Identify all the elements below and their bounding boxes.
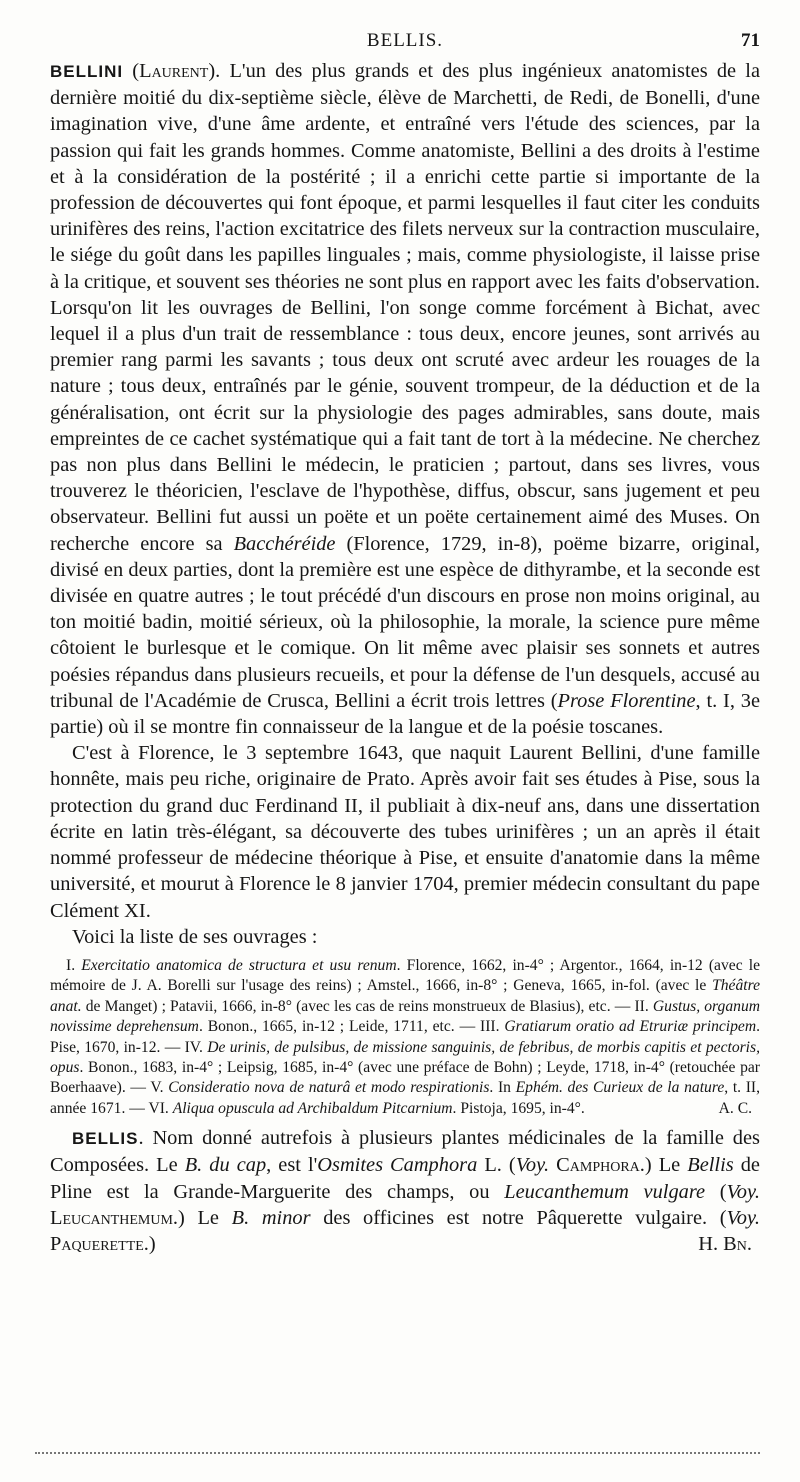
bibliography-run: . Pistoja, 1695, in-4°. [452, 1099, 585, 1117]
bibliography-run: . Florence, 1662, in-4° ; Argentor., 1664, in-12 (avec le mémoire de J. A. Borelli sur l'usage des reins) ; Amstel., 1666, in-8° ; Geneva, 1665, in-fol. (avec le [50, 956, 760, 995]
bibliography-run: I. [66, 956, 82, 974]
headword-bellis: BELLIS [72, 1129, 139, 1149]
entry-bellis [50, 1125, 760, 1257]
bellis-run: Voy. [515, 1154, 550, 1177]
bibliography-run: . In [489, 1079, 516, 1097]
bellis-run: B. du cap [184, 1154, 267, 1177]
bellini-text-c: , t. I, 3e partie) où il se montre fin connaisseur de la langue et de la poésie toscanes. [50, 689, 760, 739]
bellis-run: B. minor [231, 1206, 311, 1229]
bellis-run: des officines est notre Pâquerette vulgaire. ( [310, 1206, 727, 1229]
bellis-run: Voy. [726, 1206, 760, 1229]
bellis-run: de Pline est la Grande-Marguerite des champs, ou [50, 1154, 760, 1203]
bibliography-run: de Manget) ; Patavii, 1666, in-8° (avec les cas de reins monstrueux de Blasius), etc. — II. [81, 997, 653, 1015]
bibliography-run: Gustus, organum novissime deprehensum [50, 997, 760, 1036]
bellini-works-intro: Voici la liste de ses ouvrages : [72, 925, 318, 948]
signature: A. C. [718, 1099, 752, 1117]
bellis-text [50, 1127, 760, 1255]
bibliography-run: De urinis, de pulsibus, de missione sanguinis, de febribus, de morbis capitis et pectoris, opus [50, 1038, 760, 1076]
bellis-run: Paquerette [50, 1232, 144, 1255]
bibliography-run: Théâtre anat. [50, 977, 760, 1015]
bibliography-run: Consideratio nova de naturâ et modo respirationis [168, 1079, 490, 1097]
bibliography-run: Ephém. des Curieux de la nature [515, 1079, 725, 1097]
bellis-run: .) Le [172, 1206, 232, 1229]
bibliography-run: Aliqua opuscula ad Archibaldum Pitcarnium [172, 1099, 453, 1117]
work-title: Bacchéréide [233, 532, 336, 555]
headword-bellini: BELLINI [50, 62, 124, 81]
bibliography-text [50, 957, 760, 1117]
signature: H. Bn. [698, 1232, 752, 1255]
bibliography-run: Exercitatio anatomica de structura et usu renum [81, 956, 397, 974]
running-title: BELLIS. [366, 30, 444, 51]
bellis-paragraph [50, 1125, 760, 1257]
bellis-run: Osmites Camphora [317, 1154, 478, 1177]
bellis-run: .) [143, 1232, 156, 1255]
page-number: 71 [741, 30, 760, 51]
bellis-run: Bellis [687, 1154, 734, 1177]
bibliography-run: . Pise, 1670, in-12. — IV. [50, 1018, 761, 1056]
bellini-text-b: (Florence, 1729, in-8), poëme bizarre, original, divisé en deux parties, dont la première est une espèce de dithyrambe, et la seconde est divisée en quatre autres ; le tout précédé d'un discours en prose non moins original, au ton moitié badin, moitié sérieux, où la philosophie, la morale, la science pure même côtoient le burlesque et le comique. On lit même avec plaisir ses sonnets et autres poésies répandus dans plusieurs recueils, et pour la défense de l'un desquels, accusé au tribunal de l'Académie de Crusca, Bellini a écrit trois lettres ( [50, 532, 760, 712]
page-header [50, 30, 760, 58]
bellis-run: Leucanthemum vulgare [504, 1180, 706, 1203]
bibliography-run: . Bonon., 1683, in-4° ; Leipsig, 1685, in-4° (avec une préface de Bohn) ; Leyde, 1718, in-4° (retouchée par Boerhaave). — V. [50, 1058, 760, 1097]
bellis-run: , est l' [266, 1154, 318, 1177]
given-name: Laurent [139, 60, 209, 82]
bibliography-run: . Bonon., 1665, in-12 ; Leide, 1711, etc. — III. [198, 1018, 505, 1036]
bellini-paragraph-2: C'est à Florence, le 3 septembre 1643, que naquit Laurent Bellini, d'une famille honnête, mais peu riche, originaire de Prato. Après avoir fait ses études à Pise, sous la protection du grand duc Ferdinand II, il publiait à dix-neuf ans, dans une dissertation écrite en latin très-élégant, sa découverte des tubes urinifères ; un an après il était nommé professeur de médecine théorique à Pise, et ensuite d'anatomie dans la même université, et mourut à Florence le 8 janvier 1704, premier médecin consultant du pape Clément XI. [50, 742, 760, 922]
bellis-run: Camphora [556, 1154, 640, 1177]
bellini-paragraph-1: BELLINI (Laurent). L'un des plus grands et des plus ingénieux anatomistes de la dernière moitié du dix-septième siècle, élève de Marchetti, de Redi, de Bonelli, d'une imagination vive, d'une âme ardente, et entraîné vers l'étude des sciences, par la passion qui fait les grands hommes. Comme anatomiste, Bellini a des droits à l'estime et à la considération de la postérité ; il a enrichi cette partie si importante de la profession de découvertes qui font époque, et parmi lesquelles il faut citer les conduits urinifères des reins, l'action excitatrice des filets nerveux sur la contraction musculaire, le siége du goût dans les papilles linguales ; mais, comme physiologiste, il laisse prise à la critique, et souvent ses théories ne sont plus en rapport avec les faits d'observation. Lorsqu'on lit les ouvrages de Bellini, l'on songe comme forcément à Bichat, avec lequel il a plus d'un trait de ressemblance : tous deux, encore jeunes, sont arrivés au premier rang parmi les savants ; tous deux ont scruté avec ardeur les rouages de la nature ; tous deux, entraînés par le génie, souvent trompeur, de la déduction et de la généralisation, ont écrit sur la physiologie des pages admirables, sans doute, mais empreintes de ce cachet systématique qui a fait tant de tort à la médecine. Ne cherchez pas non plus dans Bellini le médecin, le praticien ; partout, dans ses livres, vous trouverez le théoricien, l'esclave de l'hypothèse, diffus, obscur, sans jugement et peu observateur. Bellini fut aussi un poëte et un poëte certainement aimé des Muses. On recherche encore sa Bacchéréide (Florence, 1729, in-8), poëme bizarre, original, divisé en deux parties, dont la première est une espèce de dithyrambe, et la seconde est divisée en quatre autres ; le tout précédé d'un discours en prose non moins original, au ton moitié badin, moitié sérieux, où la philosophie, la morale, la science pure même côtoient le burlesque et le comique. On lit même avec plaisir ses sonnets et autres poésies répandus dans plusieurs recueils, et pour la défense de l'un desquels, accusé au tribunal de l'Académie de Crusca, Bellini a écrit trois lettres (Prose Florentine, t. I, 3e partie) où il se montre fin connaisseur de la langue et de la poésie toscanes. [50, 60, 760, 739]
bibliography-run: Gratiarum oratio ad Etruriæ principem [504, 1018, 757, 1036]
bellis-run: ( [705, 1180, 727, 1203]
bellis-run: . Nom donné autrefois à plusieurs plantes médicinales de la famille des Composées. Le [50, 1127, 760, 1177]
bibliography [50, 956, 760, 1119]
bibliography-run: , t. II, année 1671. — VI. [50, 1079, 761, 1117]
footer-rule [35, 1452, 760, 1454]
bellis-run: Voy. [726, 1180, 761, 1203]
bellis-run: L. ( [477, 1154, 516, 1177]
bellis-run: Leucanthemum [50, 1206, 173, 1229]
bellini-text-a: L'un des plus grands et des plus ingénieux anatomistes de la dernière moitié du dix-septième siècle, élève de Marchetti, de Redi, de Bonelli, d'une imagination vive, d'une âme ardente, et entraîné vers l'étude des sciences, par la passion qui fait les grands hommes. Comme anatomiste, Bellini a des droits à l'estime et à la considération de la postérité ; il a enrichi cette partie si importante de la profession de découvertes qui font époque, et parmi lesquelles il faut citer les conduits urinifères des reins, l'action excitatrice des filets nerveux sur la contraction musculaire, le siége du goût dans les papilles linguales ; mais, comme physiologiste, il laisse prise à la critique, et souvent ses théories ne sont plus en rapport avec les faits d'observation. Lorsqu'on lit les ouvrages de Bellini, l'on songe comme forcément à Bichat, avec lequel il a plus d'un trait de ressemblance : tous deux, encore jeunes, sont arrivés au premier rang parmi les savants ; tous deux ont scruté avec ardeur les rouages de la nature ; tous deux, entraînés par le génie, souvent trompeur, de la déduction et de la généralisation, ont écrit sur la physiologie des pages admirables, sans doute, mais empreintes de ce cachet systématique qui a fait tant de tort à la médecine. Ne cherchez pas non plus dans Bellini le médecin, le praticien ; partout, dans ses livres, vous trouverez le théoricien, l'esclave de l'hypothèse, diffus, obscur, sans jugement et peu observateur. Bellini fut aussi un poëte et un poëte certainement aimé des Muses. On recherche encore sa [50, 60, 760, 555]
work-title: Prose Florentine [557, 689, 696, 712]
entry-bellini [50, 58, 760, 1119]
bellis-run: .) Le [639, 1154, 688, 1177]
